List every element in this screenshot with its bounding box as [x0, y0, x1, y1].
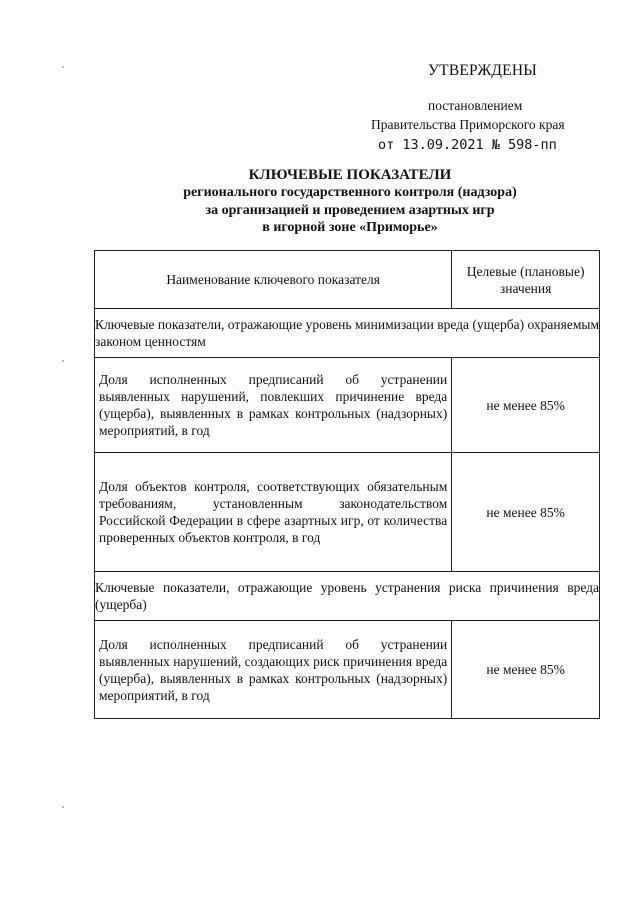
- header-indicator-name: Наименование ключевого показателя: [95, 251, 452, 309]
- title-subtitle-1: регионального государственного контроля (надзора): [183, 185, 517, 200]
- document-title: [0, 166, 640, 237]
- scan-margin-mark: [62, 806, 64, 808]
- indicator-name: Доля исполненных предписаний об устранении выявленных нарушений, создающих риск причинения вреда (ущерба), выявленных в рамках контрольных (надзорных) мероприятий, в год: [95, 621, 452, 719]
- approval-resolution: постановлением: [428, 98, 523, 113]
- approved-stamp-text: УТВЕРЖДЕНЫ: [428, 62, 537, 79]
- title-subtitle-2: за организацией и проведением азартных игр: [205, 202, 495, 218]
- table-row: [95, 453, 600, 572]
- table-group-row: [95, 309, 600, 358]
- title-subtitle-3: в игорной зоне «Приморье»: [262, 220, 438, 235]
- table-header-row: [95, 251, 600, 309]
- table-group-row: [95, 572, 600, 621]
- scan-margin-mark: [62, 360, 64, 362]
- indicator-value: не менее 85%: [452, 453, 600, 572]
- indicator-name: Доля объектов контроля, соответствующих обязательным требованиям, установленным законодательством Российской Федерации в сфере азартных игр, от количества проверенных объектов контроля, в год: [95, 453, 452, 572]
- scan-margin-mark: [62, 66, 64, 68]
- approval-date-number: от 13.09.2021 № 598-пп: [378, 137, 557, 153]
- key-indicators-table: [94, 250, 600, 719]
- indicator-name: Доля исполненных предписаний об устранении выявленных нарушений, повлекших причинение вреда (ущерба), выявленных в рамках контрольных (надзорных) мероприятий, в год: [95, 358, 452, 453]
- table-row: [95, 621, 600, 719]
- group-heading-harm-minimization: Ключевые показатели, отражающие уровень минимизации вреда (ущерба) охраняемым законом ценностям: [95, 309, 600, 358]
- approval-government: Правительства Приморского края: [371, 117, 565, 132]
- indicator-value: не менее 85%: [452, 621, 600, 719]
- header-target-value: Целевые (плановые) значения: [452, 251, 600, 309]
- table-row: [95, 358, 600, 453]
- indicator-value: не менее 85%: [452, 358, 600, 453]
- group-heading-risk-elimination: Ключевые показатели, отражающие уровень устранения риска причинения вреда (ущерба): [95, 572, 600, 621]
- title-main: КЛЮЧЕВЫЕ ПОКАЗАТЕЛИ: [248, 167, 452, 183]
